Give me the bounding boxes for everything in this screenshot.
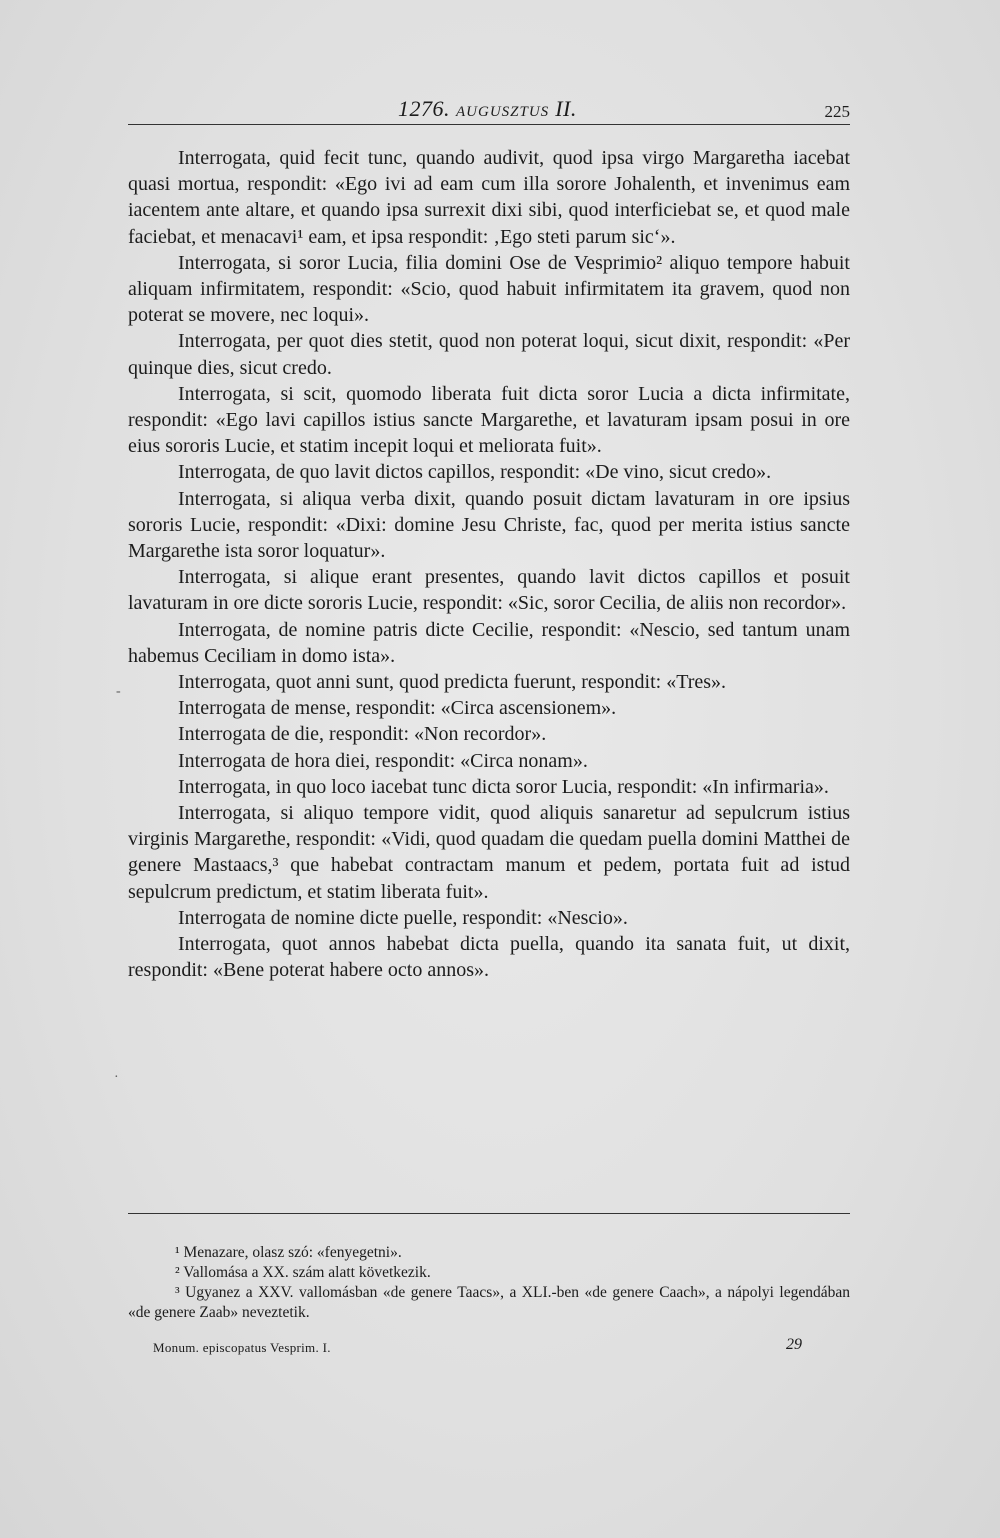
- running-header: [128, 96, 850, 126]
- main-text: [128, 145, 850, 984]
- footnote: ³ Ugyanez a XXV. vallomásban «de genere Taacs», a XLI.-ben «de genere Caach», a nápolyi legendában «de genere Zaab» neveztetik.: [128, 1284, 850, 1321]
- paragraph: Interrogata, si scit, quomodo liberata fuit dicta soror Lucia a dicta infirmitate, respondit: «Ego lavi capillos istius sancte Margarethe, et lavaturam ipsam posui in ore eius sororis Lucie, et statim incepit loqui et meliorata fuit».: [128, 382, 850, 458]
- paragraph: Interrogata, si aliqua verba dixit, quando posuit dictam lavaturam in ore ipsius sororis Lucie, respondit: «Dixi: domine Jesu Christe, fac, quod per merita istius sancte Margarethe ista soror loquatur».: [128, 487, 850, 563]
- sheet-number: 29: [786, 1336, 802, 1353]
- paragraph: Interrogata, quid fecit tunc, quando audivit, quod ipsa virgo Margaretha iacebat quasi mortua, respondit: «Ego ivi ad eam cum illa sorore Johalenth, et invenimus eam iacentem ante altare, et quando ipsa surrexit dixi sibi, quod interficiebat se, et quod male faciebat, et menacavi¹ eam, et ipsa respondit: ‚Ego steti parum sic‘».: [128, 147, 850, 248]
- header-rule: [128, 124, 850, 125]
- footnote: ¹ Menazare, olasz szó: «fenyegetni».: [175, 1244, 402, 1261]
- margin-mark: ·: [114, 1070, 119, 1085]
- paragraph: Interrogata de nomine dicte puelle, respondit: «Nescio».: [178, 906, 628, 929]
- paragraph: Interrogata, de nomine patris dicte Cecilie, respondit: «Nescio, sed tantum unam habemus Ceciliam in domo ista».: [128, 618, 850, 667]
- header-month: AUGUSZTUS: [456, 104, 550, 120]
- paragraph: Interrogata de die, respondit: «Non recordor».: [178, 723, 547, 746]
- paragraph: Interrogata, si alique erant presentes, quando lavit dictos capillos et posuit lavaturam in ore dicte sororis Lucie, respondit: «Sic, soror Cecilia, de aliis non recordor».: [128, 566, 850, 615]
- header-year: 1276.: [398, 96, 450, 121]
- paragraph: Interrogata, si aliquo tempore vidit, quod aliquis sanaretur ad sepulcrum istius virginis Margarethe, respondit: «Vidi, quod quadam die quedam puella domini Matthei de genere Mastaacs,³ que habebat contractam manum et pedem, portata fuit ad istud sepulcrum predictum, et statim liberata fuit».: [128, 802, 850, 903]
- footnote-rule: [128, 1213, 850, 1214]
- printer-signature: Monum. episcopatus Vesprim. I.: [153, 1340, 331, 1355]
- paragraph: Interrogata, quot annos habebat dicta puella, quando ita sanata fuit, ut dixit, respondit: «Bene poterat habere octo annos».: [128, 933, 850, 982]
- paragraph: Interrogata de mense, respondit: «Circa ascensionem».: [178, 697, 617, 720]
- paragraph: Interrogata, de quo lavit dictos capillos, respondit: «De vino, sicut credo».: [178, 461, 772, 484]
- paragraph: Interrogata, quot anni sunt, quod predicta fuerunt, respondit: «Tres».: [178, 671, 727, 694]
- paragraph: Interrogata, per quot dies stetit, quod non poterat loqui, sicut dixit, respondit: «Per quinque dies, sicut credo.: [128, 330, 850, 379]
- margin-mark: -: [116, 684, 121, 699]
- header-day: II.: [555, 96, 577, 121]
- page-number: 225: [824, 102, 850, 121]
- paragraph: Interrogata de hora diei, respondit: «Circa nonam».: [178, 749, 588, 772]
- paragraph: Interrogata, si soror Lucia, filia domini Ose de Vesprimio² aliquo tempore habuit aliquam infirmitatem, respondit: «Scio, quod habuit infirmitatem ita gravem, quod non poterat se movere, nec loqui».: [128, 251, 850, 327]
- paragraph: Interrogata, in quo loco iacebat tunc dicta soror Lucia, respondit: «In infirmaria».: [178, 775, 829, 798]
- footnotes: [128, 1243, 850, 1323]
- running-title: [398, 96, 577, 122]
- footnote: ² Vallomása a XX. szám alatt következik.: [175, 1264, 431, 1281]
